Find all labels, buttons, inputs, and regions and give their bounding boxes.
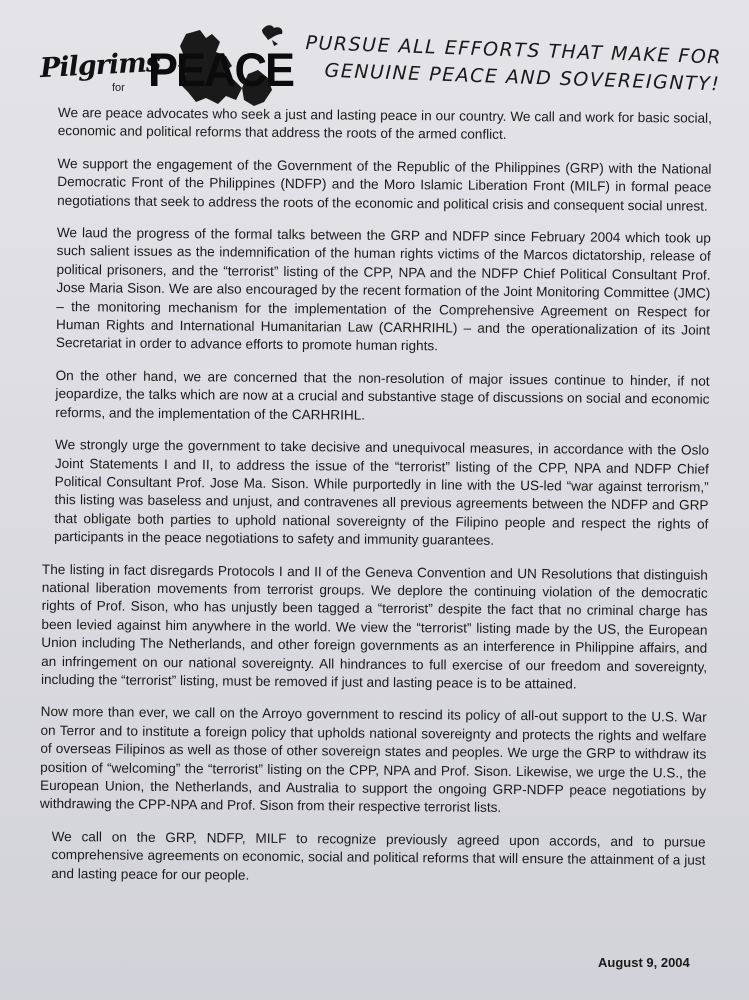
paragraph-2: We support the engagement of the Government of the Republic of the Philippines (GRP) with the National Democratic Front of the Philippines (NDFP) and the Moro Islamic Liberation Front (MILF) in formal peace negotiations that seek to address the roots of the economic and political crisis and consequent social unrest. [57, 155, 712, 214]
statement-body [39, 104, 712, 903]
logo-peace-word: PEACE [148, 42, 294, 97]
logo-pilgrims-word: Pilgrims [39, 46, 161, 85]
statement-date: August 9, 2004 [598, 955, 690, 970]
slogan-line-2: GENUINE PEACE AND SOVEREIGNTY! [324, 59, 721, 96]
slogan-line-1: PURSUE ALL EFFORTS THAT MAKE FOR [305, 31, 723, 69]
paragraph-1: We are peace advocates who seek a just and lasting peace in our country. We call and work for basic social, economic and political reforms that address the roots of the armed conflict. [57, 104, 712, 143]
paragraph-7: Now more than ever, we call on the Arroyo government to rescind its policy of all-out support to the U.S. War on Terror and to institute a foreign policy that upholds national sovereignty and protects the rights and welfare of overseas Filipinos as well as those of other sovereign states and peoples. We urge the GRP to withdraw its position of “welcoming” the “terrorist” listing on the CPP, NPA and Prof. Sison. Likewise, we urge the U.S., the European Union, the Netherlands, and Australia to support the ongoing GRP-NDFP peace negotiations by withdrawing the CPP-NPA and Prof. Sison from their respective terrorist lists. [39, 704, 707, 816]
paragraph-4: On the other hand, we are concerned that the non-resolution of major issues continue to hinder, if not jeopardize, the talks which are now at a crucial and substantive stage of discussions on social and economic reforms, and the implementation of the CARHRIHL. [55, 367, 710, 423]
paragraph-8: We call on the GRP, NDFP, MILF to recognize previously agreed upon accords, and to pursue comprehensive agreements on economic, social and political reforms that will ensure the attainment of a just and lasting peace for our people. [51, 828, 706, 883]
logo-for-word: for [112, 82, 125, 94]
slogan [304, 30, 736, 99]
paragraph-5: We strongly urge the government to take decisive and unequivocal measures, in accordance with the Oslo Joint Statements I and II, to address the issue of the “terrorist” listing of the CPP, NPA and NDFP Chief Political Consultant Prof. Jose Ma. Sison. While purportedly in line with the US-led “war against terrorism,” this listing was baseless and unjust, and contravenes all previous agreements between the NDFP and GRP that obligate both parties to uphold national sovereignty of the Filipino people and respect the rights of participants in the peace negotiations to safety and immunity guarantees. [54, 437, 710, 548]
paragraph-3: We laud the progress of the formal talks between the GRP and NDFP since February 2004 which took up such salient issues as the indemnification of the human rights victims of the Marcos dictatorship, release of political prisoners, and the “terrorist” listing of the CPP, NPA and the NDFP Chief Political Consultant Prof. Jose Maria Sison. We are also encouraged by the recent formation of the Joint Monitoring Committee (JMC) – the monitoring mechanism for the implementation of the Comprehensive Agreement on Respect for Human Rights and International Humanitarian Law (CARHRIHL) – and the operationalization of its Joint Secretariat in order to advance efforts to promote human rights. [55, 225, 711, 354]
letterhead [36, 22, 726, 108]
paragraph-6: The listing in fact disregards Protocols I and II of the Geneva Convention and UN Resolutions that distinguish national liberation movements from terrorist groups. We deplore the continuing violation of the democratic rights of Prof. Sison, who has unjustly been tagged a “terrorist” despite the fact that no criminal charge has been levied against him anywhere in the world. We view the “terrorist” listing made by the US, the European Union including The Netherlands, and other foreign governments as an interference in Philippine affairs, and an infringement on our national sovereignty. All hindrances to full exercise of our freedom and sovereignty, including the “terrorist” listing, must be removed if just and lasting peace is to be attained. [40, 561, 708, 692]
pilgrims-for-peace-logo [36, 22, 298, 108]
